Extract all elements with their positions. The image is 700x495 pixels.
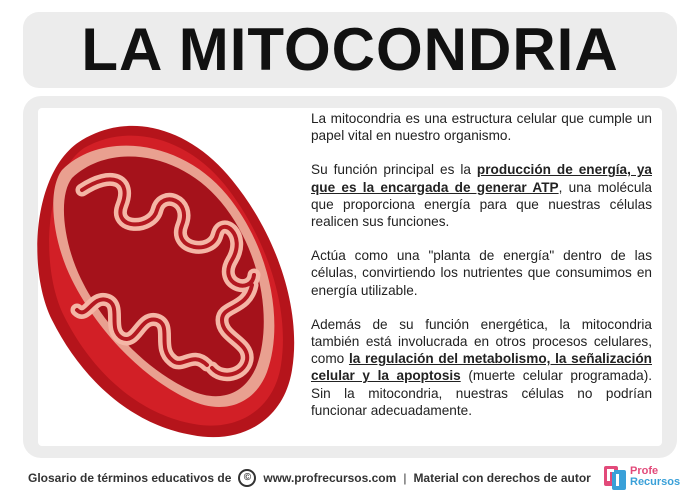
paragraph-2 [311,161,652,230]
footer-separator: | [403,471,407,485]
page-title: LA MITOCONDRIA [81,16,619,83]
paragraph-2-rest: , una molécula que proporciona energía para que nuestras células realicen sus funciones. [311,179,652,230]
footer-rights: Material con derechos de autor [413,471,591,485]
paragraph-4-highlight: la regulación del metabolismo, la señalización celular y la apoptosis [311,351,652,384]
paragraph-3: Actúa como una "planta de energía" dentro de las células, convirtiendo los nutrientes que consumimos en energía utilizable. [311,248,652,298]
logo-text [630,466,680,488]
profe-recursos-logo[interactable] [604,462,690,492]
copyright-icon: © [238,469,256,487]
paragraph-1: La mitocondria es una estructura celular que cumple un papel vital en nuestro organismo. [311,111,652,144]
logo-line-2: Recursos [630,476,681,488]
paragraph-4-rest: (muerte celular programada). Sin la mitocondria, nuestras células no podrían funcionar adecuadamente. [311,368,652,418]
footer-prefix: Glosario de términos educativos de [28,471,232,485]
mitochondria-illustration [22,110,304,446]
paragraph-2-highlight: producción de energía, ya que es la encargada de generar ATP [311,162,652,195]
footer-site-link[interactable]: www.profrecursos.com [263,471,397,485]
logo-line-1: Profe [630,465,659,477]
paragraph-4-intro: Además de su función energética, la mitocondria también está involucrada en otros procesos celulares, como [311,316,652,367]
description-text [311,110,652,436]
footer [28,468,608,488]
logo-mark-icon [604,464,626,490]
paragraph-2-intro: Su función principal es la [311,162,477,178]
paragraph-4 [311,316,652,419]
title-banner [23,12,677,88]
